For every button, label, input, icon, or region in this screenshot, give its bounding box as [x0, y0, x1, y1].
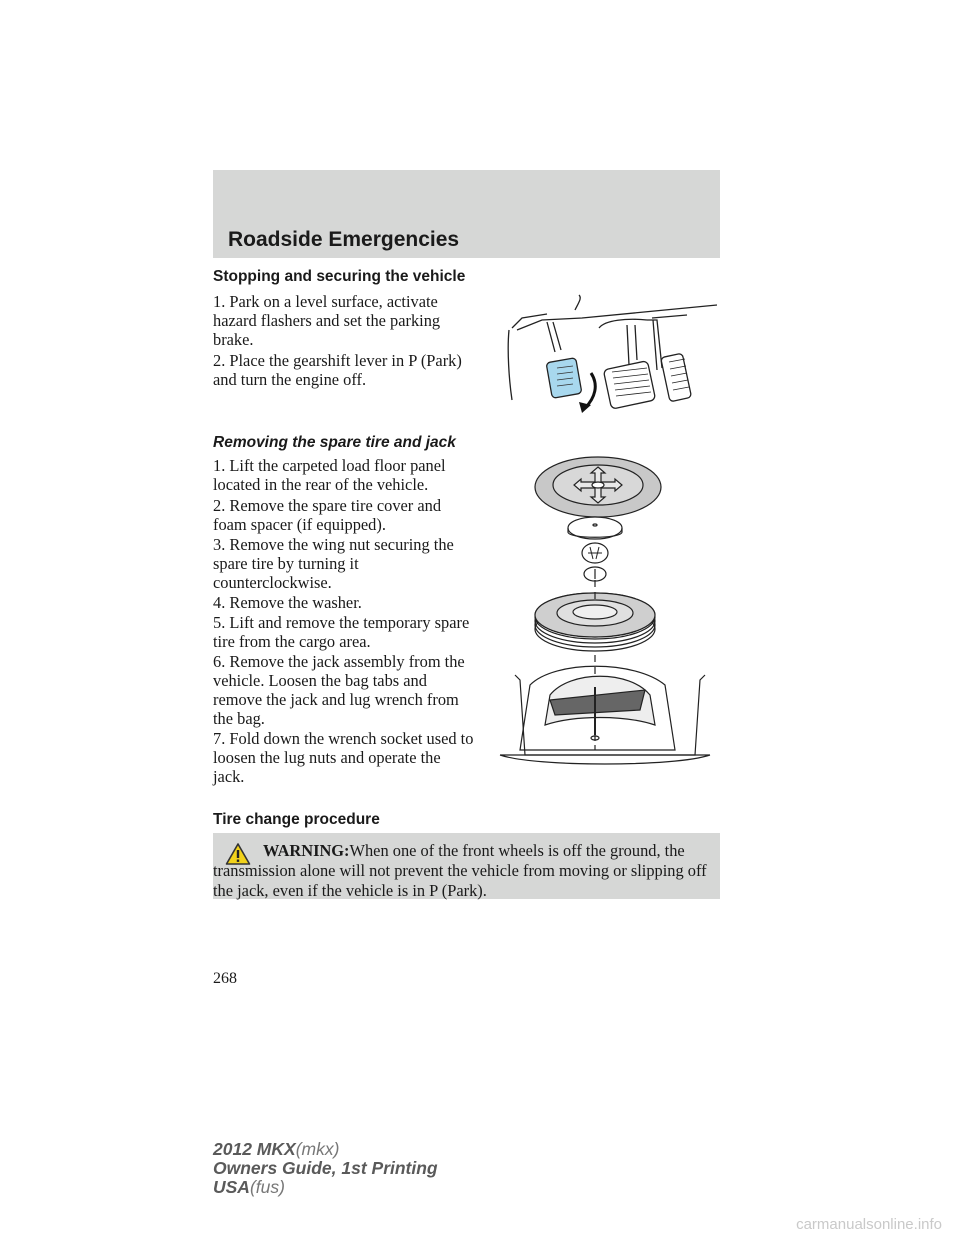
footer — [213, 1140, 438, 1197]
step-removing-4: 4. Remove the washer. — [213, 593, 362, 612]
footer-region-code: (fus) — [249, 1177, 285, 1197]
step-removing-6: 6. Remove the jack assembly from the vehicle. Loosen the bag tabs and remove the jack and lug wrench from the bag. — [213, 652, 465, 728]
section-title: Roadside Emergencies — [228, 228, 460, 251]
heading-removing: Removing the spare tire and jack — [213, 434, 456, 451]
step-removing-1: 1. Lift the carpeted load floor panel located in the rear of the vehicle. — [213, 456, 446, 494]
step-stopping-2: 2. Place the gearshift lever in P (Park) and turn the engine off. — [213, 351, 462, 389]
footer-guide: Owners Guide, 1st Printing — [213, 1158, 438, 1178]
footer-region: USA — [213, 1177, 250, 1197]
footer-model: 2012 MKX — [213, 1139, 296, 1159]
warning-text — [213, 841, 708, 901]
heading-tire-change: Tire change procedure — [213, 811, 380, 828]
step-stopping-1: 1. Park on a level surface, activate hazard flashers and set the parking brake. — [213, 292, 441, 349]
warning-body: When one of the front wheels is off the ground, the transmission alone will not prevent the vehicle from moving or slipping off the jack, even if the vehicle is in P (Park). — [213, 841, 707, 900]
step-removing-5: 5. Lift and remove the temporary spare tire from the cargo area. — [213, 613, 470, 651]
brake-pedal-illustration — [487, 290, 717, 415]
step-removing-2: 2. Remove the spare tire cover and foam spacer (if equipped). — [213, 496, 442, 534]
watermark: carmanualsonline.info — [796, 1216, 942, 1233]
footer-model-code: (mkx) — [295, 1139, 340, 1159]
page-number: 268 — [213, 970, 237, 987]
step-removing-7: 7. Fold down the wrench socket used to loosen the lug nuts and operate the jack. — [213, 729, 474, 786]
section-header — [213, 170, 720, 258]
warning-label: WARNING: — [263, 841, 350, 860]
spare-tire-and-jack-illustration — [495, 455, 715, 790]
step-removing-3: 3. Remove the wing nut securing the spare tire by turning it counterclockwise. — [213, 535, 454, 592]
heading-stopping: Stopping and securing the vehicle — [213, 268, 466, 285]
warning-box — [213, 833, 720, 899]
